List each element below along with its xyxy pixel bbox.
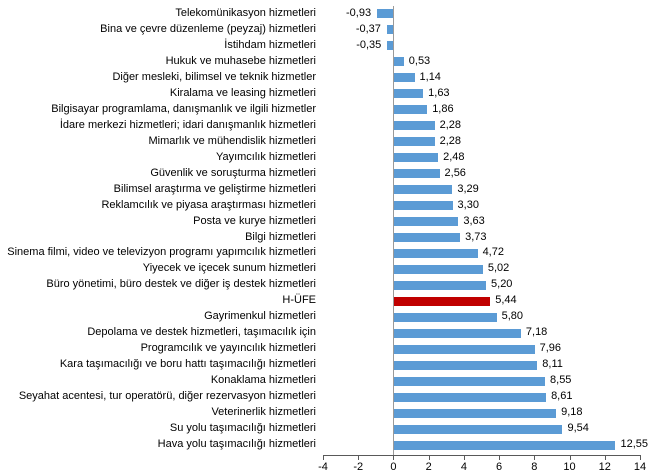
category-label: Kara taşımacılığı ve boru hattı taşımacılığı hizmetleri <box>59 358 316 371</box>
value-label: -0,35 <box>356 38 382 51</box>
bar <box>394 185 452 194</box>
bar <box>394 313 496 322</box>
value-label: 5,02 <box>487 262 510 275</box>
bar <box>394 249 477 258</box>
value-label: 8,55 <box>550 374 572 387</box>
bar <box>394 153 438 162</box>
bar <box>394 121 434 130</box>
bar <box>394 425 562 434</box>
bar <box>394 233 460 242</box>
category-label: Telekomünikasyon hizmetleri <box>175 7 316 19</box>
category-label: Depolama ve destek hizmetleri, taşımacılık için <box>87 326 316 339</box>
category-label: Yayımcılık hizmetleri <box>215 150 316 163</box>
bar <box>394 329 520 338</box>
bar <box>387 41 393 50</box>
value-label: 2,48 <box>443 150 465 163</box>
bar <box>387 25 394 34</box>
bar <box>394 137 434 146</box>
bar <box>394 393 546 402</box>
value-label: 7,18 <box>525 326 548 339</box>
value-label: 7,96 <box>539 342 562 355</box>
category-label: Güvenlik ve soruşturma hizmetleri <box>150 166 316 179</box>
value-label: 9,54 <box>567 422 589 435</box>
value-label: 1,14 <box>419 70 441 83</box>
category-label: Seyahat acentesi, tur operatörü, diğer rezervasyon hizmetleri <box>18 390 316 403</box>
category-label: Hava yolu taşımacılığı hizmetleri <box>157 438 316 451</box>
x-axis-tick-label: 4 <box>460 461 467 473</box>
value-label: 8,11 <box>542 358 563 371</box>
category-label: Su yolu taşımacılığı hizmetleri <box>169 422 316 435</box>
bar <box>394 281 486 290</box>
value-label: 4,72 <box>482 246 504 259</box>
bar <box>394 409 556 418</box>
category-label: Konaklama hizmetleri <box>210 374 316 387</box>
value-label: 1,86 <box>432 102 454 115</box>
bar <box>394 105 427 114</box>
value-label: 12,55 <box>620 438 648 451</box>
bar <box>394 377 545 386</box>
value-label: -0,93 <box>345 7 372 19</box>
value-label: 1,63 <box>428 86 450 99</box>
category-label: Hukuk ve muhasebe hizmetleri <box>165 54 316 67</box>
x-axis-tick <box>640 456 641 460</box>
value-label: 2,56 <box>444 166 466 179</box>
category-label: Gayrimenkul hizmetleri <box>204 310 316 323</box>
bar <box>394 89 423 98</box>
category-label: Diğer mesleki, bilimsel ve teknik hizmetler <box>112 70 316 83</box>
x-axis-tick <box>464 456 465 460</box>
category-label: Sinema filmi, video ve televizyon programı yapımcılık hizmetleri <box>7 246 316 259</box>
value-label: 9,18 <box>561 406 583 419</box>
x-axis-line <box>323 455 641 456</box>
x-axis-tick <box>570 456 571 460</box>
bar <box>394 441 615 450</box>
value-label: 5,80 <box>501 310 523 323</box>
x-axis-tick <box>429 456 430 460</box>
value-label: 3,63 <box>463 214 485 227</box>
x-axis-tick-label: 2 <box>425 461 432 473</box>
bar <box>394 345 534 354</box>
category-label: Yiyecek ve içecek sunum hizmetleri <box>142 262 316 275</box>
bar <box>394 73 414 82</box>
category-label: Mimarlık ve mühendislik hizmetleri <box>148 134 316 147</box>
x-axis-tick-label: 14 <box>633 461 647 473</box>
value-label: 3,29 <box>457 182 479 195</box>
bar <box>394 217 458 226</box>
category-label: Kiralama ve leasing hizmetleri <box>169 86 316 99</box>
category-label: Posta ve kurye hizmetleri <box>193 214 316 227</box>
category-label: Veterinerlik hizmetleri <box>211 406 316 419</box>
x-axis-tick-label: -2 <box>353 461 364 473</box>
value-label: -0,37 <box>355 22 381 35</box>
category-label: Bilgisayar programlama, danışmanlık ve ilgili hizmetler <box>51 102 316 115</box>
category-label: Reklamcılık ve piyasa araştırması hizmetleri <box>101 198 316 211</box>
x-axis-tick-label: 8 <box>531 461 538 473</box>
x-axis-tick-label: 12 <box>598 461 611 473</box>
bar <box>394 265 482 274</box>
category-label: Programcılık ve yayıncılık hizmetleri <box>140 342 316 355</box>
bar <box>394 201 452 210</box>
x-axis-tick-label: 10 <box>563 461 576 473</box>
x-axis-tick <box>605 456 606 460</box>
category-label: H-ÜFE <box>282 294 316 307</box>
value-label: 2,28 <box>439 134 462 147</box>
category-label: İstihdam hizmetleri <box>224 38 316 51</box>
bar <box>394 169 439 178</box>
x-axis-tick <box>358 456 359 460</box>
category-label: Büro yönetimi, büro destek ve diğer iş destek hizmetleri <box>46 278 316 291</box>
category-label: Bilimsel araştırma ve geliştirme hizmetleri <box>113 182 316 195</box>
value-label: 2,28 <box>439 118 462 131</box>
x-axis-tick <box>534 456 535 460</box>
value-label: 3,30 <box>457 198 479 211</box>
category-label: Bilgi hizmetleri <box>245 230 316 243</box>
value-label: 3,73 <box>465 230 487 243</box>
highlight-bar <box>394 297 490 306</box>
bar <box>394 361 537 370</box>
x-axis-tick-label: -4 <box>318 461 328 473</box>
x-axis-tick <box>393 456 394 460</box>
x-axis-tick-label: 6 <box>496 461 503 473</box>
value-label: 0,53 <box>408 54 431 67</box>
bar <box>394 57 403 66</box>
x-axis-tick <box>499 456 500 460</box>
value-label: 5,20 <box>491 278 513 291</box>
category-label: Bina ve çevre düzenleme (peyzaj) hizmetleri <box>100 22 316 35</box>
bar <box>377 9 393 18</box>
x-axis-tick <box>323 456 324 460</box>
category-label: İdare merkezi hizmetleri; idari danışmanlık hizmetleri <box>59 118 316 131</box>
x-axis-tick-label: 0 <box>390 461 397 473</box>
value-label: 8,61 <box>551 390 573 403</box>
value-label: 5,44 <box>495 294 517 307</box>
